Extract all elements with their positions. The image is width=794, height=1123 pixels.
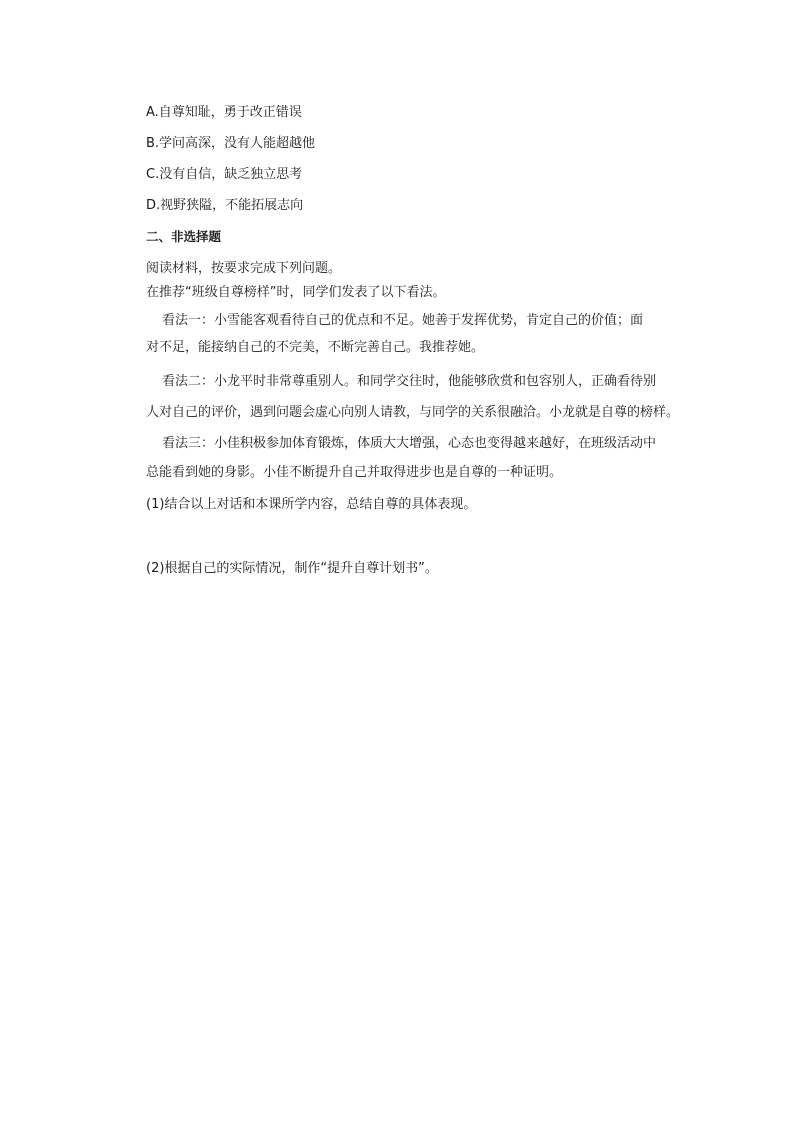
view-3-line-2: 总能看到她的身影。小佳不断提升自己并取得进步也是自尊的一种证明。 [146,465,563,480]
view-3-line-1: 看法三：小佳积极参加体育锻炼，体质大大增强，心态也变得越来越好，在班级活动中 [162,436,657,451]
question-2: (2)根据自己的实际情况，制作“提升自尊计划书”。 [146,561,438,576]
view-2-line-2: 人对自己的评价，遇到问题会虚心向别人请教，与同学的关系很融洽。小龙就是自尊的榜样。 [146,405,680,420]
intro-line-2: 在推荐“班级自尊榜样”时，同学们发表了以下看法。 [146,285,446,300]
view-2-line-1: 看法二：小龙平时非常尊重别人。和同学交往时，他能够欣赏和包容别人，正确看待别 [162,374,657,389]
question-1: (1)结合以上对话和本课所学内容，总结自尊的具体表现。 [146,497,477,512]
view-1-line-1: 看法一：小雪能客观看待自己的优点和不足。她善于发挥优势，肯定自己的价值；面 [162,313,644,328]
option-b: B.学问高深，没有人能超越他 [146,136,316,151]
option-d: D.视野狭隘，不能拓展志向 [146,198,304,213]
intro-line-1: 阅读材料，按要求完成下列问题。 [146,261,342,276]
view-1-line-2: 对不足，能接纳自己的不完美，不断完善自己。我推荐她。 [146,340,485,355]
option-c: C.没有自信，缺乏独立思考 [146,167,303,182]
option-a: A.自尊知耻，勇于改正错误 [146,105,302,120]
section-heading: 二、非选择题 [146,229,222,244]
